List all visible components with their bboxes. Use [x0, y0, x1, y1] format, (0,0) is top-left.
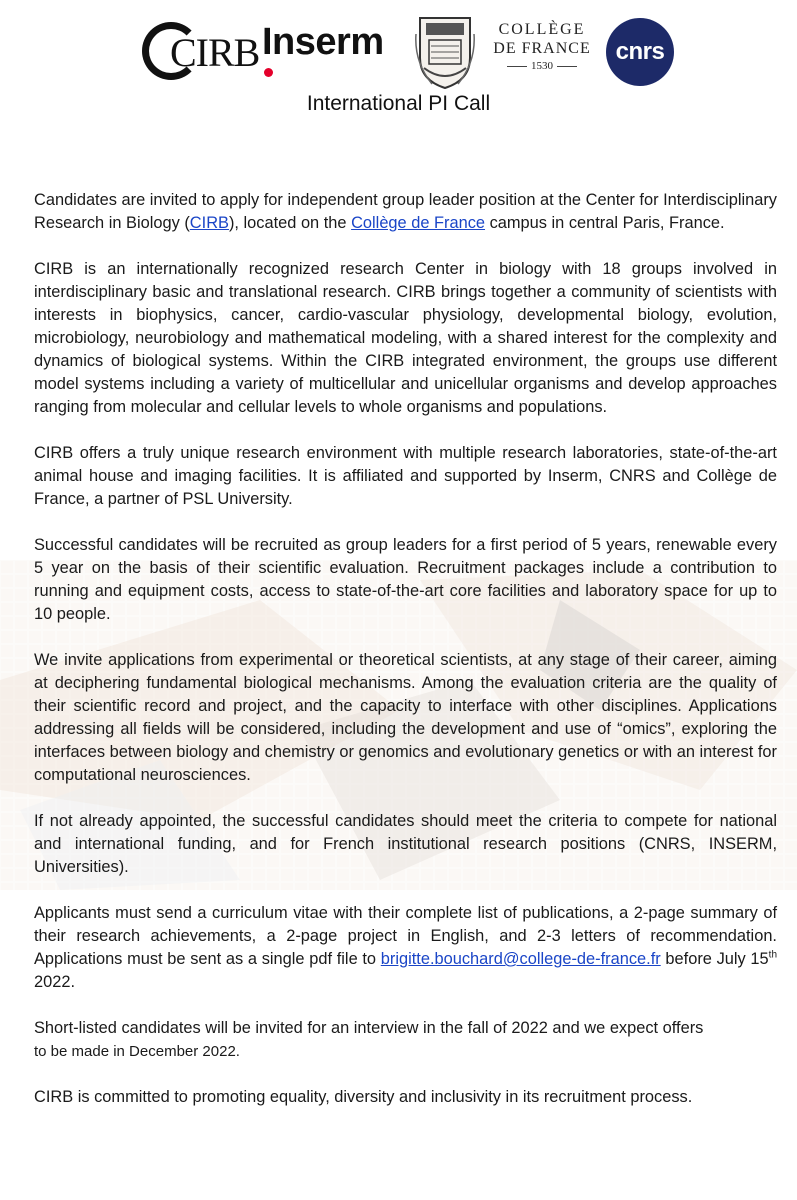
cdf-line1: COLLÈGE [498, 21, 586, 38]
paragraph-how-to-apply [34, 902, 777, 994]
cdf-year-rule [490, 60, 594, 72]
paragraph-criteria: If not already appointed, the successful candidates should meet the criteria to compete for national and international funding, and for French institutional research positions (CNRS, INSERM, Universities). [34, 812, 777, 876]
page-title: International PI Call [306, 92, 491, 115]
apply-text-1: Applicants must send a curriculum vitae with their complete list of publications, a 2-page summary of their research achievements, a 2-page project in English, and 2-3 letters of recommendation. Applications must be sent as a single pdf file to [34, 904, 777, 968]
document-body [34, 189, 777, 1109]
intro-text-1: Candidates are invited to apply for independent group leader position at the Center for Interdisciplinary Research in Biology ( [34, 191, 777, 232]
cnrs-logo [606, 18, 674, 86]
inserm-logo [262, 20, 392, 84]
paragraph-about-cirb: CIRB is an internationally recognized research Center in biology with 18 groups involved in interdisciplinary basic and translational research. CIRB brings together a community of scientists with interests in biophysics, cancer, cardio-vascular physiology, developmental biology, evolution, microbiology, neurobiology and mathematical modeling, with a shared interest for the complexity and dynamics of biological systems. Within the CIRB integrated environment, the groups use different model systems including a variety of multicellular and unicellular organisms and develop approaches ranging from molecular and cellular levels to whole organisms and populations. [34, 260, 777, 416]
email-link[interactable]: brigitte.bouchard@college-de-france.fr [380, 950, 661, 968]
college-de-france-logo [414, 14, 594, 90]
cnrs-logo-text: cnrs [615, 38, 665, 65]
intro-text-3: campus in central Paris, France. [485, 214, 725, 232]
cirb-link[interactable]: CIRB [189, 214, 229, 232]
apply-text-2: before July 15 [660, 950, 769, 968]
intro-text-2: ), located on the [228, 214, 352, 232]
interview-text-2: to be made in December 2022. [34, 1043, 240, 1060]
inserm-logo-text: Inserm [262, 21, 384, 63]
paragraph-recruitment: Successful candidates will be recruited as group leaders for a first period of 5 years, renewable every 5 year on the basis of their scientific evaluation. Recruitment packages include a contribution to running and equipment costs, access to state-of-the-art core facilities and laboratory space for up to 10 people. [34, 536, 777, 623]
cdf-line2: DE FRANCE [493, 40, 591, 57]
cirb-logo-text: CIRB [170, 30, 260, 75]
inserm-logo-dot [264, 68, 273, 77]
cirb-logo [142, 18, 260, 84]
paragraph-applications: We invite applications from experimental or theoretical scientists, at any stage of their career, aiming at deciphering fundamental biological mechanisms. Among the evaluation criteria are the quality of their scientific record and project, and the capacity to interface with other disciplines. Applications addressing all fields will be considered, including the development and use of “omics”, exploring the interfaces between biology and chemistry or genomics and evolutionary genetics or with an interest for computational neurosciences. [34, 651, 777, 784]
paragraph-intro [34, 189, 777, 235]
college-de-france-link[interactable]: Collège de France [351, 214, 486, 232]
paragraph-equality: CIRB is committed to promoting equality, diversity and inclusivity in its recruitment process. [34, 1088, 693, 1106]
logo-bar [0, 12, 797, 90]
cdf-year: 1530 [531, 60, 553, 72]
college-de-france-wordmark [490, 20, 594, 72]
apply-text-3: 2022. [34, 973, 76, 991]
date-superscript: th [768, 949, 778, 961]
paragraph-environment: CIRB offers a truly unique research environment with multiple research laboratories, state-of-the-art animal house and imaging facilities. It is affiliated and supported by Inserm, CNRS and Collège de France, a partner of PSL University. [34, 444, 777, 508]
college-de-france-seal-icon [414, 14, 476, 90]
paragraph-interview [34, 1017, 777, 1063]
interview-text-1: Short-listed candidates will be invited for an interview in the fall of 2022 and we expect offers [34, 1019, 704, 1037]
